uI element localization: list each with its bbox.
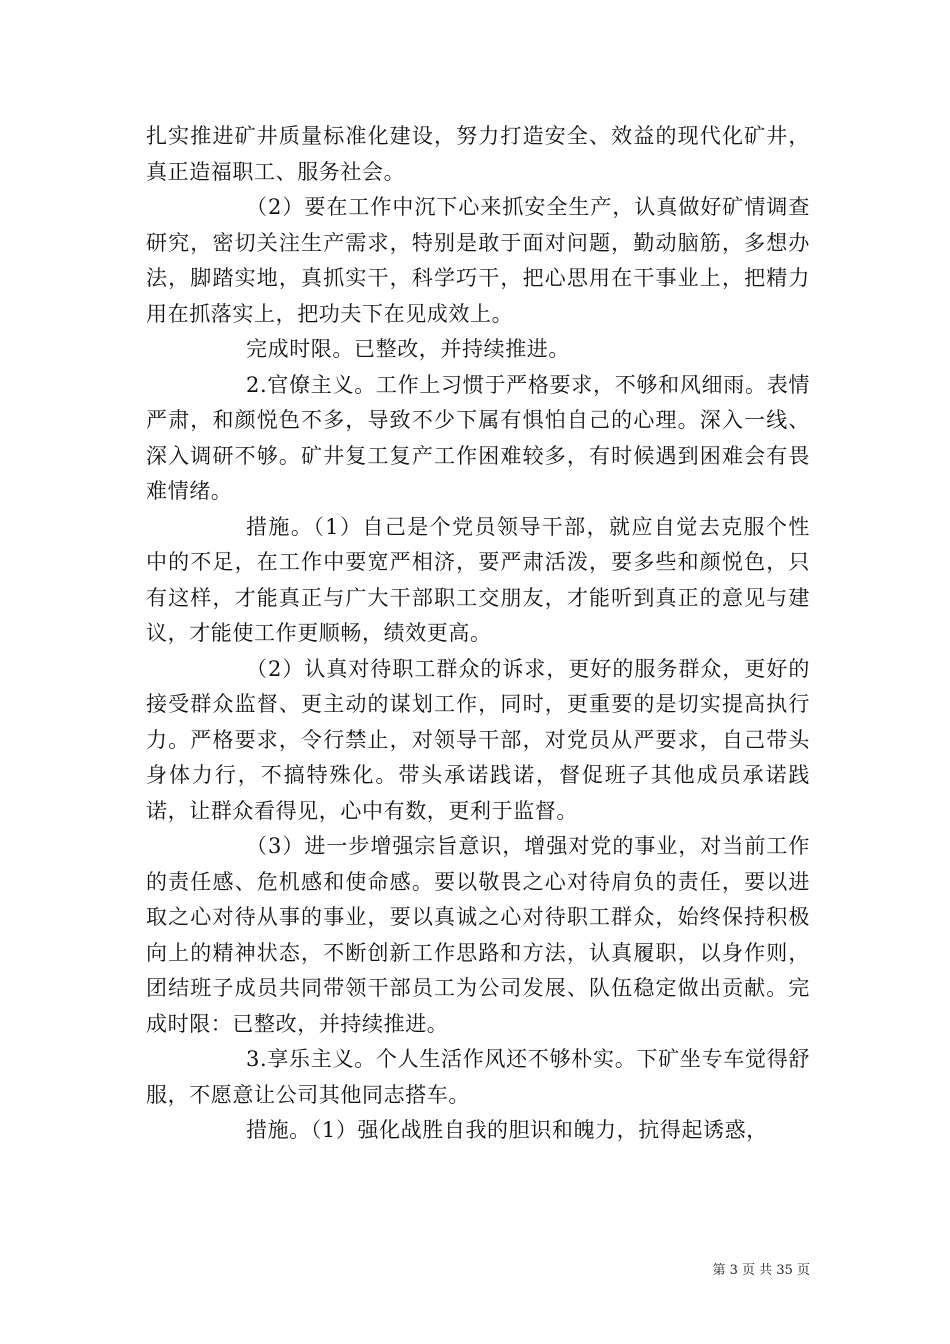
paragraph-measures-3: （3）进一步增强宗旨意识，增强对党的事业，对当前工作的责任感、危机感和使命感。要以敬畏之心对待肩负的责任，要以进取之心对待从事的事业，要以真诚之心对待职工群众，始终保持积极向上的精神状态，不断创新工作思路和方法，认真履职，以身作则，团结班子成员共同带领干部员工为公司发展、队伍稳定做出贡献。完成时限：已整改，并持续推进。 bbox=[146, 834, 810, 1036]
document-body bbox=[146, 119, 810, 1149]
page-number: 第 3 页 共 35 页 bbox=[712, 1263, 810, 1278]
paragraph-bureaucratism: 2.官僚主义。工作上习惯于严格要求，不够和风细雨。表情严肃，和颜悦色不多，导致不少下属有惧怕自己的心理。深入一线、深入调研不够。矿井复工复产工作困难较多，有时候遇到困难会有畏难情绪。 bbox=[146, 372, 810, 503]
paragraph-continuation: 扎实推进矿井质量标准化建设，努力打造安全、效益的现代化矿井，真正造福职工、服务社会。 bbox=[146, 124, 810, 184]
paragraph-measure-2: （2）要在工作中沉下心来抓安全生产，认真做好矿情调查研究，密切关注生产需求，特别是敢于面对问题，勤动脑筋，多想办法，脚踏实地，真抓实干，科学巧干，把心思用在干事业上，把精力用在抓落实上，把功夫下在见成效上。 bbox=[146, 195, 810, 326]
paragraph-measures-hedonism: 措施。（1）强化战胜自我的胆识和魄力，抗得起诱惑， bbox=[246, 1118, 768, 1142]
paragraph-deadline: 完成时限。已整改，并持续推进。 bbox=[246, 337, 570, 361]
paragraph-hedonism: 3.享乐主义。个人生活作风还不够朴实。下矿坐专车觉得舒服，不愿意让公司其他同志搭车。 bbox=[146, 1047, 810, 1107]
paragraph-measures-1: 措施。（1）自己是个党员领导干部，就应自觉去克服个性中的不足，在工作中要宽严相济，要严肃活泼，要多些和颜悦色，只有这样，才能真正与广大干部职工交朋友，才能听到真正的意见与建议，才能使工作更顺畅，绩效更高。 bbox=[146, 514, 810, 645]
paragraph-measures-2: （2）认真对待职工群众的诉求，更好的服务群众，更好的接受群众监督、更主动的谋划工作，同时，更重要的是切实提高执行力。严格要求，令行禁止，对领导干部，对党员从严要求，自己带头身体力行，不搞特殊化。带头承诺践诺，督促班子其他成员承诺践诺，让群众看得见，心中有数，更利于监督。 bbox=[146, 656, 810, 823]
